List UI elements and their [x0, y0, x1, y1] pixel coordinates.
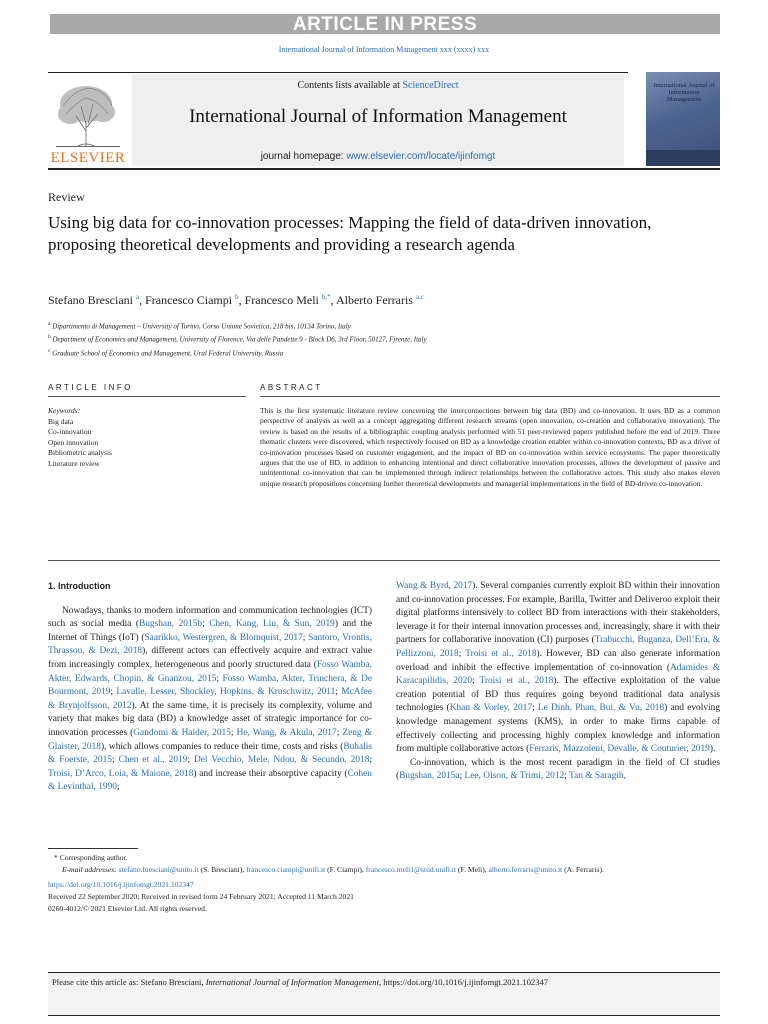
body-text: ;: [564, 771, 570, 782]
body-text: ). However, BD can also generate information overload and inhibit the effective implementation of co-innovation (: [396, 648, 721, 673]
citation-link[interactable]: Wang & Byrd, 2017: [396, 581, 473, 591]
keyword: Big data: [48, 416, 74, 426]
citation-link[interactable]: Lavalle, Lesser, Shockley, Hopkins, & Kruschwitz, 2011: [116, 687, 336, 698]
contents-line: [132, 80, 624, 91]
body-text: ), which allows companies to reduce their time, costs and risks (: [100, 741, 344, 752]
body-text: ). Several companies currently exploit BD within their innovation and co-innovation processes. For example, Barilla, Twitter and Deliveroo exploit their digital platforms intensively to collect BD from interactions with their stakeholders, leverage it for their internal innovation processes and, increasingly, share it with their partners for collaborative innovation (CI) purposes (: [396, 581, 720, 646]
received-dates: Received 22 September 2020; Received in revised form 24 February 2021; Accepted 11 March 2021: [48, 892, 354, 901]
citation-link[interactable]: Cohen & Levinthal, 1990: [48, 768, 372, 793]
body-text: ;: [230, 727, 237, 738]
affiliation: $^a$ Dipartimento di Management – University of Torino, Corso Unione Sovietica, 218 bis, 10134 Torino, Italy: [48, 321, 351, 331]
citation-link[interactable]: Santoro, Vrontis, Thrassou, & Dezi, 2018: [48, 632, 373, 657]
affiliations: [48, 319, 728, 359]
article-title: Using big data for co-innovation processes: Mapping the field of data-driven innovation, proposing theoretical developments and providing a research agenda: [48, 213, 652, 254]
email-link[interactable]: francesco.meli1@stud.unifi.it: [365, 865, 457, 874]
article-in-press-banner: ARTICLE IN PRESS: [50, 14, 720, 34]
article-info-heading: ARTICLE INFO: [48, 383, 133, 392]
author-affil-mark[interactable]: b: [235, 293, 239, 301]
body-text: ;: [110, 687, 117, 698]
email-line: E-mail addresses: stefano.bresciani@unito.it (S. Bresciani), francesco.ciampi@unifi.it (F. Ciampi), francesco.meli1@stud.unifi.it (F. Meli), alberto.ferraris@unito.it (A. Ferraris).: [62, 865, 604, 874]
citation-link[interactable]: McAfee & Brynjolfsson, 2012: [48, 687, 373, 711]
citation-link[interactable]: Del Vecchio, Mele, Ndou, & Secundo, 2018: [194, 755, 370, 766]
citation-link[interactable]: Bugshan, 2015b: [138, 619, 203, 630]
citation-link[interactable]: Tan & Saragih,: [569, 771, 626, 782]
author-name[interactable]: Francesco Meli: [244, 293, 319, 307]
abstract-bottom-rule: [48, 560, 720, 561]
email-link[interactable]: stefano.bresciani@unito.it: [118, 865, 199, 874]
body-paragraph: [48, 605, 372, 795]
author-affil-mark[interactable]: a,c: [415, 293, 424, 301]
body-text: ;: [187, 755, 194, 766]
affiliation: $^b$ Department of Economics and Management, University of Florence, Via delle Pandette 9 - Block D6, 3rd Floor, 50127, Firenze, Italy: [48, 334, 427, 344]
keywords-block: [48, 406, 248, 469]
footnote-rule: [48, 848, 138, 849]
abstract-heading: ABSTRACT: [260, 383, 323, 392]
keyword: Literature review: [48, 458, 100, 468]
author-name[interactable]: Stefano Bresciani: [48, 293, 133, 307]
body-text: ). At the same time, it is precisely its complexity, volume and variety that makes big data (BD) a knowledge asset of strategic importance for co-innovation processes (: [48, 700, 373, 738]
body-text: ;: [112, 755, 119, 766]
citation-link[interactable]: Zeng & Glaister, 2018: [48, 727, 372, 752]
body-text: ;: [459, 771, 465, 782]
author-affil-mark[interactable]: a: [135, 293, 140, 301]
body-text: Co-innovation, which is the most recent paradigm in the field of CI studies (: [396, 757, 720, 782]
body-text: Nowadays, thanks to modern information and communication technologies (ICT) such as social media (: [48, 605, 372, 630]
homepage-prefix: journal homepage:: [260, 151, 347, 162]
body-paragraph: [396, 757, 720, 784]
citation-link[interactable]: Gandomi & Haider, 2015: [133, 727, 231, 738]
body-text: ;: [458, 648, 466, 659]
body-text: ;: [369, 755, 372, 766]
keyword: Co-innovation: [48, 427, 92, 436]
footnotes: [48, 852, 720, 915]
citation-link[interactable]: Adamides & Karacapilidis, 2020: [396, 662, 720, 687]
citation-link[interactable]: Fosso Wamba, Akter, Trinchera, & De Bourmont, 2019: [48, 673, 373, 698]
keyword: Bibliometric analysis: [48, 448, 112, 457]
issn-copyright: 0260-4012/© 2021 Elsevier Ltd. All rights reserved.: [48, 904, 207, 913]
doi-link[interactable]: https://doi.org/10.1016/j.ijinfomgt.2021.102347: [48, 880, 194, 889]
body-text: ;: [202, 619, 210, 630]
body-column-left: [48, 580, 372, 795]
citation-link[interactable]: Chen, Kang, Liu, & Sun, 2019: [209, 619, 335, 630]
cover-band: [646, 150, 720, 166]
author-name[interactable]: Francesco Ciampi: [145, 293, 233, 307]
sciencedirect-link[interactable]: ScienceDirect: [402, 80, 459, 91]
corresponding-note: * Corresponding author.: [54, 853, 128, 862]
citation-link[interactable]: Fosso Wamba, Akter, Edwards, Chopin, & Gnanzou, 2015: [48, 659, 372, 684]
body-text: ) and increase their absorptive capacity (: [193, 768, 348, 779]
citation-text: Please cite this article as: Stefano Bresciani, International Journal of Information Management, https://doi.org/10.1016/j.ijinfomgt.2021.102347: [52, 977, 549, 987]
body-text: ;: [302, 632, 309, 643]
body-text: ). The effective exploitation of the value creation potential of BD thus requires going beyond traditional data analysis technologies (: [396, 676, 720, 714]
body-text: ;: [335, 687, 342, 698]
journal-reference[interactable]: International Journal of Information Management xxx (xxxx) xxx: [278, 45, 490, 54]
body-text: ) and the Internet of Things (IoT) (: [48, 619, 373, 643]
citation-link[interactable]: Troisi et al., 2018: [479, 676, 554, 687]
article-info-rule: [48, 396, 246, 397]
body-text: ;: [472, 676, 480, 687]
journal-title: International Journal of Information Management: [189, 106, 567, 127]
homepage-link[interactable]: www.elsevier.com/locate/ijinfomgt: [346, 151, 496, 162]
abstract-text: This is the first systematic literature review concerning the interconnections between big data (BD) and co-innovation. It uses BD as a common perspective of analysis as well as a concept aggregating different research streams (open innovation, co-creation and collaborative innovation). The review is based on the results of a bibliographic coupling analysis performed with 51 peer-reviewed papers published before the end of 2019. Three thematic clusters were discovered, which respectively focused on BD as a knowledge creation enabler within co-innovation contexts, BD as a driver of co-innovation processes based on customer engagement, and the impact of BD on co-innovation within service ecosystems. The paper theoretically argues that the use of BD, in addition to enhancing intentional and direct collaborative innovation processes, allows the development of passive and unintentional co-innovation that can be implemented through indirect relationships between the collaborative actors. This study also makes eleven unique research propositions concerning further theoretical developments and managerial implementations in the field of BD-driven co-innovation.: [260, 406, 720, 488]
body-paragraph: [396, 580, 720, 757]
homepage-line: [132, 151, 624, 162]
citation-link[interactable]: Troisi et al., 2018: [465, 648, 537, 659]
citation-link[interactable]: Trabucchi, Buganza, Dell’Era, & Pellizzoni, 2018: [396, 635, 720, 659]
email-link[interactable]: francesco.ciampi@unifi.it: [246, 865, 326, 874]
citation-link[interactable]: Bugshan, 2015a: [399, 771, 460, 782]
email-label: E-mail addresses:: [62, 865, 119, 874]
keywords-label: Keywords:: [48, 406, 81, 415]
author-name[interactable]: Alberto Ferraris: [335, 293, 413, 307]
body-text: ).: [709, 744, 716, 755]
author-list: Stefano Bresciani $^a$, Francesco Ciampi $^b$, Francesco Meli $^{b,*}$, Alberto Ferraris $^{a,c}$: [48, 293, 424, 307]
keyword: Open innovation: [48, 437, 99, 447]
body-text: ;: [532, 703, 538, 714]
body-text: ) and evolving knowledge management systems (KMS), in order to make firms capable of effectively collecting and processing highly complex knowledge and information from multiple collaborative actors (: [396, 703, 721, 755]
cover-title: International Journal of Information Management: [653, 82, 715, 103]
citation-link[interactable]: Buhalis & Foerste, 2015: [48, 741, 372, 766]
body-text: ), different actors can effectively acquire and extract value from increasingly complex, heterogeneous and poorly structured data (: [48, 646, 373, 670]
email-link[interactable]: alberto.ferraris@unito.it: [488, 865, 563, 874]
author-affil-mark[interactable]: b,*: [321, 293, 331, 301]
citation-link[interactable]: Khan & Vorley, 2017: [449, 703, 533, 714]
header-bottom-rule: [48, 168, 720, 170]
body-text: ;: [216, 673, 223, 684]
body-column-right: [396, 580, 720, 784]
citation-link[interactable]: Troisi, D’Arco, Loia, & Maione, 2018: [48, 768, 194, 779]
contents-prefix: Contents lists available at: [297, 80, 403, 91]
affiliation: $^c$ Graduate School of Economics and Management, Ural Federal University, Russia: [48, 347, 284, 357]
citation-link[interactable]: Le Dinh, Phan, Bui, & Vu, 2018: [537, 703, 665, 714]
body-text: ;: [336, 727, 343, 738]
section-heading: 1. Introduction: [48, 581, 111, 591]
article-type: Review: [48, 190, 85, 204]
citation-link[interactable]: He, Wang, & Akula, 2017: [236, 727, 337, 738]
citation-link[interactable]: Saarikko, Westergren, & Blomquist, 2017: [144, 632, 303, 643]
citation-link[interactable]: Chen et al., 2019: [118, 755, 188, 766]
citation-link[interactable]: Ferraris, Mazzoleni, Devalle, & Couturier, 2019: [529, 744, 710, 755]
abstract-rule: [260, 396, 720, 397]
publisher-name: ELSEVIER: [50, 150, 126, 166]
citation-link[interactable]: Lee, Olson, & Trimi, 2012: [464, 771, 565, 782]
body-text: ;: [117, 782, 120, 793]
